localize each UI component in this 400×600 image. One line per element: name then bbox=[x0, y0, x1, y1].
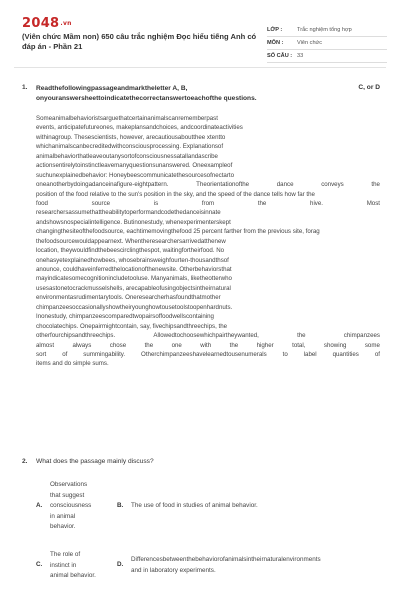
logo-text: 2048 bbox=[22, 16, 60, 31]
passage-line: Someanimalbehavioristsarguethatcertainanimalscanrememberpast bbox=[36, 115, 218, 122]
meta-row-count bbox=[267, 50, 387, 63]
option-line: The use of food in studies of animal behavior. bbox=[131, 502, 258, 509]
passage-line: withinagroup. Thesescientists, however, arecautiousaboutthee xtentto bbox=[36, 133, 226, 141]
document-title: (Viên chức Mầm non) 650 câu trắc nghiệm Đọc hiểu tiếng Anh có đáp án - Phần 21 bbox=[22, 32, 257, 51]
passage-line: researchersassumethattheabilitytoperformandcodethedanceisinnate bbox=[36, 209, 221, 217]
meta-row-class bbox=[267, 24, 387, 37]
option-text bbox=[131, 555, 321, 576]
question-number: 1. bbox=[22, 84, 28, 91]
site-logo[interactable] bbox=[22, 16, 72, 31]
passage-line: events, anticipatefutureones, makeplansandchoices, andcoordinateactivities bbox=[36, 124, 243, 132]
option-text bbox=[50, 480, 91, 533]
prompt-line: onyouranswersheettoindicatethecorrectanswertoeachofthe questions. bbox=[36, 95, 257, 102]
passage-line: location, theywouldfindthebeescirclingthespot, waitingfortheirfood. No bbox=[36, 247, 225, 255]
passage-line: almost always chose the one with the higher total, showing some bbox=[36, 341, 380, 349]
prompt-line: Readthefollowingpassageandmarktheletter A, B, bbox=[36, 85, 188, 92]
passage-line: sort of summingability. Otherchimpanzeeshavelearnedtousenumerals to label quantities of bbox=[36, 350, 380, 358]
option-line: and in laboratory experiments. bbox=[131, 566, 216, 574]
meta-value: 33 bbox=[297, 53, 304, 59]
option-b[interactable] bbox=[117, 480, 377, 540]
question-number: 2. bbox=[22, 458, 28, 465]
document-meta bbox=[267, 24, 387, 63]
answer-hint: C, or D bbox=[358, 84, 380, 91]
passage-line: actionsentirelytoinstinctleavemanyquestionsunanswered. Oneexampleof bbox=[36, 162, 233, 170]
passage-line: position of the food relative to the sun's position in the sky, and the speed of the dance tells how far the bbox=[36, 190, 315, 198]
passage-line: onehasyetexplainedhowbees, whosebrainsweighfourten-thousandthsof bbox=[36, 256, 229, 264]
header-divider bbox=[14, 67, 386, 68]
passage-line: food source is from the hive. Most bbox=[36, 199, 380, 207]
option-letter: D. bbox=[117, 561, 124, 568]
option-text bbox=[50, 550, 96, 582]
passage-line: usesastonetocrackmusselshells, arecapableofusingobjectsintheirnatural bbox=[36, 284, 231, 292]
passage-line: mayindicatesomecognitionincludetooluse. Manyanimals, liketheotterwho bbox=[36, 275, 232, 283]
question-prompt bbox=[36, 84, 338, 104]
option-d[interactable] bbox=[117, 550, 379, 590]
meta-key: SỐ CÂU : bbox=[267, 53, 293, 59]
option-line: instinct in bbox=[50, 561, 77, 569]
option-line: in animal bbox=[50, 512, 76, 520]
option-line: that suggest bbox=[50, 491, 85, 499]
passage-line: anounce, couldhaveinferredthelocationofthenewsite. Otherbehaviorsthat bbox=[36, 266, 232, 273]
passage-line: changingthesiteofthefoodsource, eachtimemovingthefood 25 percent farther from the previous site, forag bbox=[36, 228, 320, 236]
passage-line: thefoodsourcewouldappearnext. Whentheresearchersarrivedatthenew bbox=[36, 237, 226, 245]
meta-value: Viên chức bbox=[297, 40, 323, 46]
meta-value: Trắc nghiệm tổng hợp bbox=[297, 27, 352, 33]
meta-key: LỚP : bbox=[267, 27, 283, 33]
option-c[interactable] bbox=[36, 550, 126, 590]
option-line: animal behavior. bbox=[50, 572, 96, 579]
reading-passage bbox=[36, 114, 380, 369]
option-line: Observations bbox=[50, 481, 88, 488]
passage-line: environmentasrudimentarytools. Oneresearcherhasfoundthatmother bbox=[36, 294, 221, 302]
question-text: What does the passage mainly discuss? bbox=[36, 458, 154, 465]
option-letter: C. bbox=[36, 561, 43, 568]
option-letter: B. bbox=[117, 502, 124, 509]
passage-line: animalbehaviorthatleaveoutanysortofconsciousnessatallandascribe bbox=[36, 152, 218, 160]
option-line: behavior. bbox=[50, 523, 76, 530]
option-a[interactable] bbox=[36, 480, 126, 540]
option-text bbox=[131, 501, 258, 512]
meta-key: MÔN : bbox=[267, 40, 284, 46]
option-line: Differencesbetweenthebehaviorofanimalsintheirnaturalenvironments bbox=[131, 556, 321, 563]
document-header bbox=[14, 12, 386, 62]
passage-line: suchunexplainedbehavior: Honeybeescommunicatethesourcesofnectarto bbox=[36, 171, 234, 179]
option-line: consciousness bbox=[50, 502, 92, 509]
logo-suffix: .vn bbox=[60, 20, 72, 27]
passage-line: items and do simple sums. bbox=[36, 360, 109, 368]
option-letter: A. bbox=[36, 502, 43, 509]
passage-line: chimpanzeesoccasionallyshowtheiryounghowtousetoolstoopenhardnuts. bbox=[36, 303, 233, 311]
option-line: The role of bbox=[50, 551, 81, 558]
passage-line: whichanimalscanbecreditedwithconsciousprocessing. Explanationsof bbox=[36, 143, 224, 151]
passage-line: chocolatechips. Onepairmightcontain, say, fivechipsandthreechips, the bbox=[36, 322, 228, 330]
passage-line: oneanotherbydoingadanceinafigure-eightpattern. Theorientationofthe dance conveys the bbox=[36, 181, 380, 189]
passage-line: andshowsnospecialintelligence. Butinonestudy, whenexperimenterskept bbox=[36, 218, 231, 226]
passage-line: Inonestudy, chimpanzeescomparedtwopairsoffoodwellscontaining bbox=[36, 313, 214, 321]
meta-row-subject bbox=[267, 37, 387, 50]
passage-line: otherfourchipsandthreechips. Allowedtochoosewhichpairtheywanted, the chimpanzees bbox=[36, 332, 380, 340]
